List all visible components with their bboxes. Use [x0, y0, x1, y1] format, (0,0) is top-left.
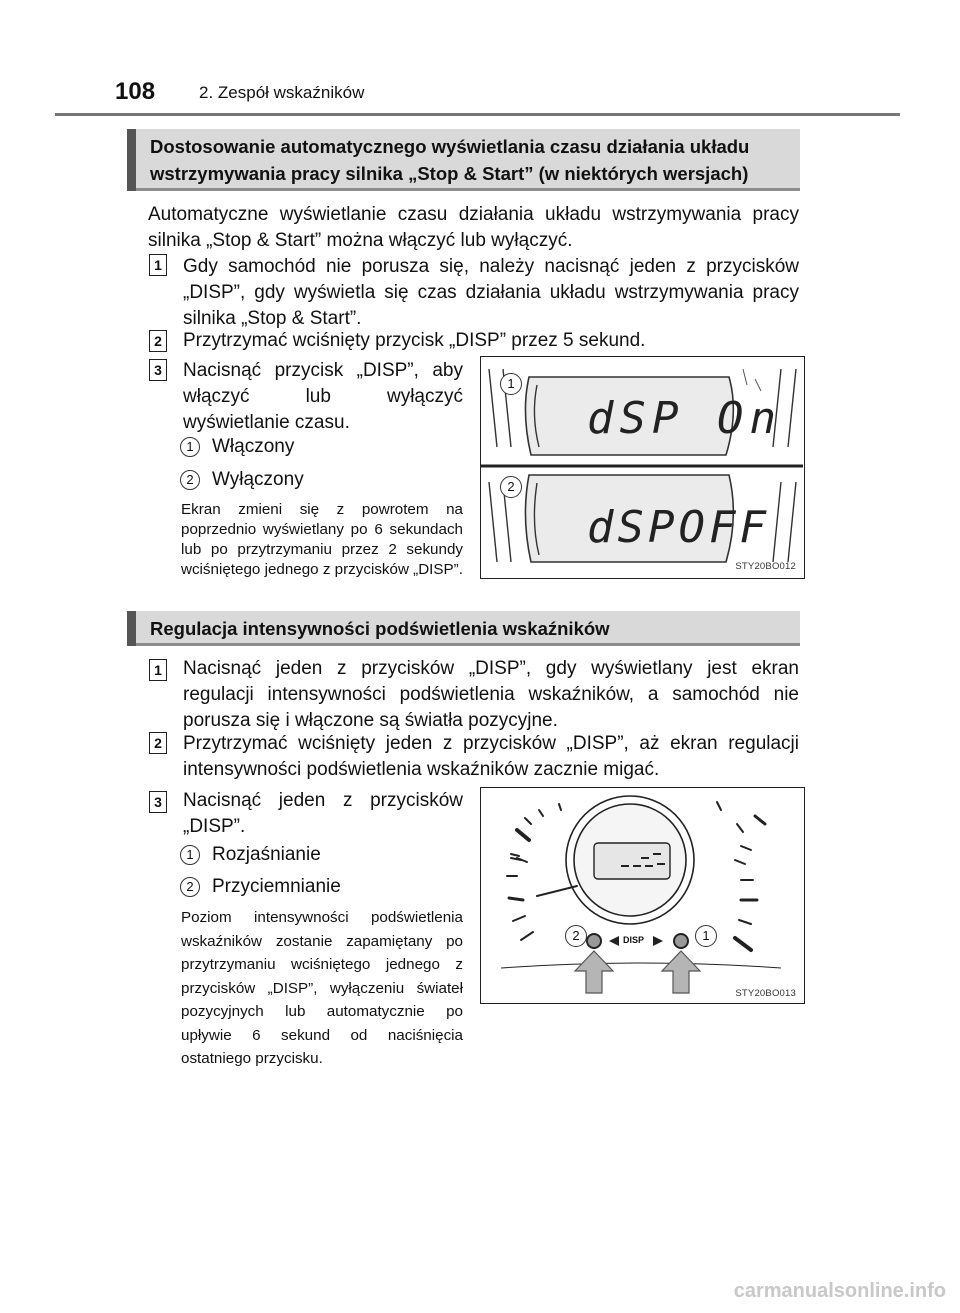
display-text-off: dSPOFF: [587, 502, 770, 553]
disp-label: DISP: [623, 935, 645, 945]
page-number: 108: [115, 78, 156, 105]
option-label-off: Wyłączony: [212, 469, 304, 490]
callout-2: 2: [565, 925, 587, 947]
section-heading-text: Dostosowanie automatycznego wyświetlania czasu działania układu wstrzymywania pracy silnika „Stop & Start” (w niektórych wersjach): [150, 136, 750, 184]
footer-watermark: carmanualsonline.info: [733, 1280, 946, 1302]
note-paragraph: Ekran zmieni się z powrotem na poprzednio wyświetlany po 6 sekundach lub po przytrzymaniu przez 2 sekundy wciśniętego jednego z przycisków „DISP”.: [181, 501, 463, 578]
step-text-2: Przytrzymać wciśnięty jeden z przycisków „DISP”, aż ekran regulacji intensywności podświetlenia wskaźników zacznie migać.: [183, 733, 799, 780]
intro-paragraph: Automatyczne wyświetlanie czasu działania układu wstrzymywania pracy silnika „Stop & Start” można włączyć lub wyłączyć.: [148, 204, 799, 251]
callout-2: 2: [500, 476, 522, 498]
step-text-1: Nacisnąć jeden z przycisków „DISP”, gdy wyświetlany jest ekran regulacji intensywności podświetlenia wskaźników, a samochód nie porusza się i włączone są światła pozycyjne.: [183, 658, 799, 731]
option-label-dim: Przyciemnianie: [212, 876, 341, 897]
tick-marks: [743, 369, 761, 391]
display-text-on: dSP On: [587, 393, 782, 444]
option-number-2: 2: [180, 470, 200, 490]
option-number-1: 1: [180, 845, 200, 865]
step-number-3: 3: [149, 359, 167, 381]
section-heading-stop-start: [127, 129, 800, 191]
callout-1: 1: [695, 925, 717, 947]
figure-illustration: [481, 788, 803, 1002]
step-number-1: 1: [149, 659, 167, 681]
option-label-on: Włączony: [212, 436, 295, 457]
step-text-1: Gdy samochód nie porusza się, należy nacisnąć jeden z przycisków „DISP”, gdy wyświetla się czas działania układu wstrzymywania pracy silnika „Stop & Start”.: [183, 256, 799, 329]
figure-brightness-buttons: [480, 787, 805, 1004]
step-text-3: Nacisnąć przycisk „DISP”, aby włączyć lub wyłączyć wyświetlanie czasu.: [183, 360, 463, 433]
step-number-3: 3: [149, 791, 167, 813]
figure-code: STY20BO012: [735, 561, 796, 572]
chapter-title: 2. Zespół wskaźników: [199, 83, 365, 102]
step-number-1: 1: [149, 254, 167, 276]
option-number-1: 1: [180, 437, 200, 457]
option-label-brighten: Rozjaśnianie: [212, 844, 321, 865]
section-heading-text: Regulacja intensywności podświetlenia wskaźników: [150, 618, 610, 639]
section-heading-brightness: [127, 611, 800, 646]
figure-code: STY20BO013: [735, 988, 796, 999]
header-rule: [55, 113, 900, 116]
step-number-2: 2: [149, 330, 167, 352]
callout-1: 1: [500, 373, 522, 395]
step-text-3: Nacisnąć jeden z przycisków „DISP”.: [183, 790, 463, 837]
figure-display-toggle: [480, 356, 805, 579]
step-number-2: 2: [149, 732, 167, 754]
step-text-2: Przytrzymać wciśnięty przycisk „DISP” przez 5 sekund.: [183, 330, 646, 351]
option-number-2: 2: [180, 877, 200, 897]
note-paragraph: Poziom intensywności podświetlenia wskaźników zostanie zapamiętany po przytrzymaniu wciśniętego jednego z przycisków „DISP”, wyłączeniu świateł pozycyjnych lub automatycznie po upływie 6 sekund od naciśnięcia ostatniego przycisku.: [181, 909, 463, 1067]
